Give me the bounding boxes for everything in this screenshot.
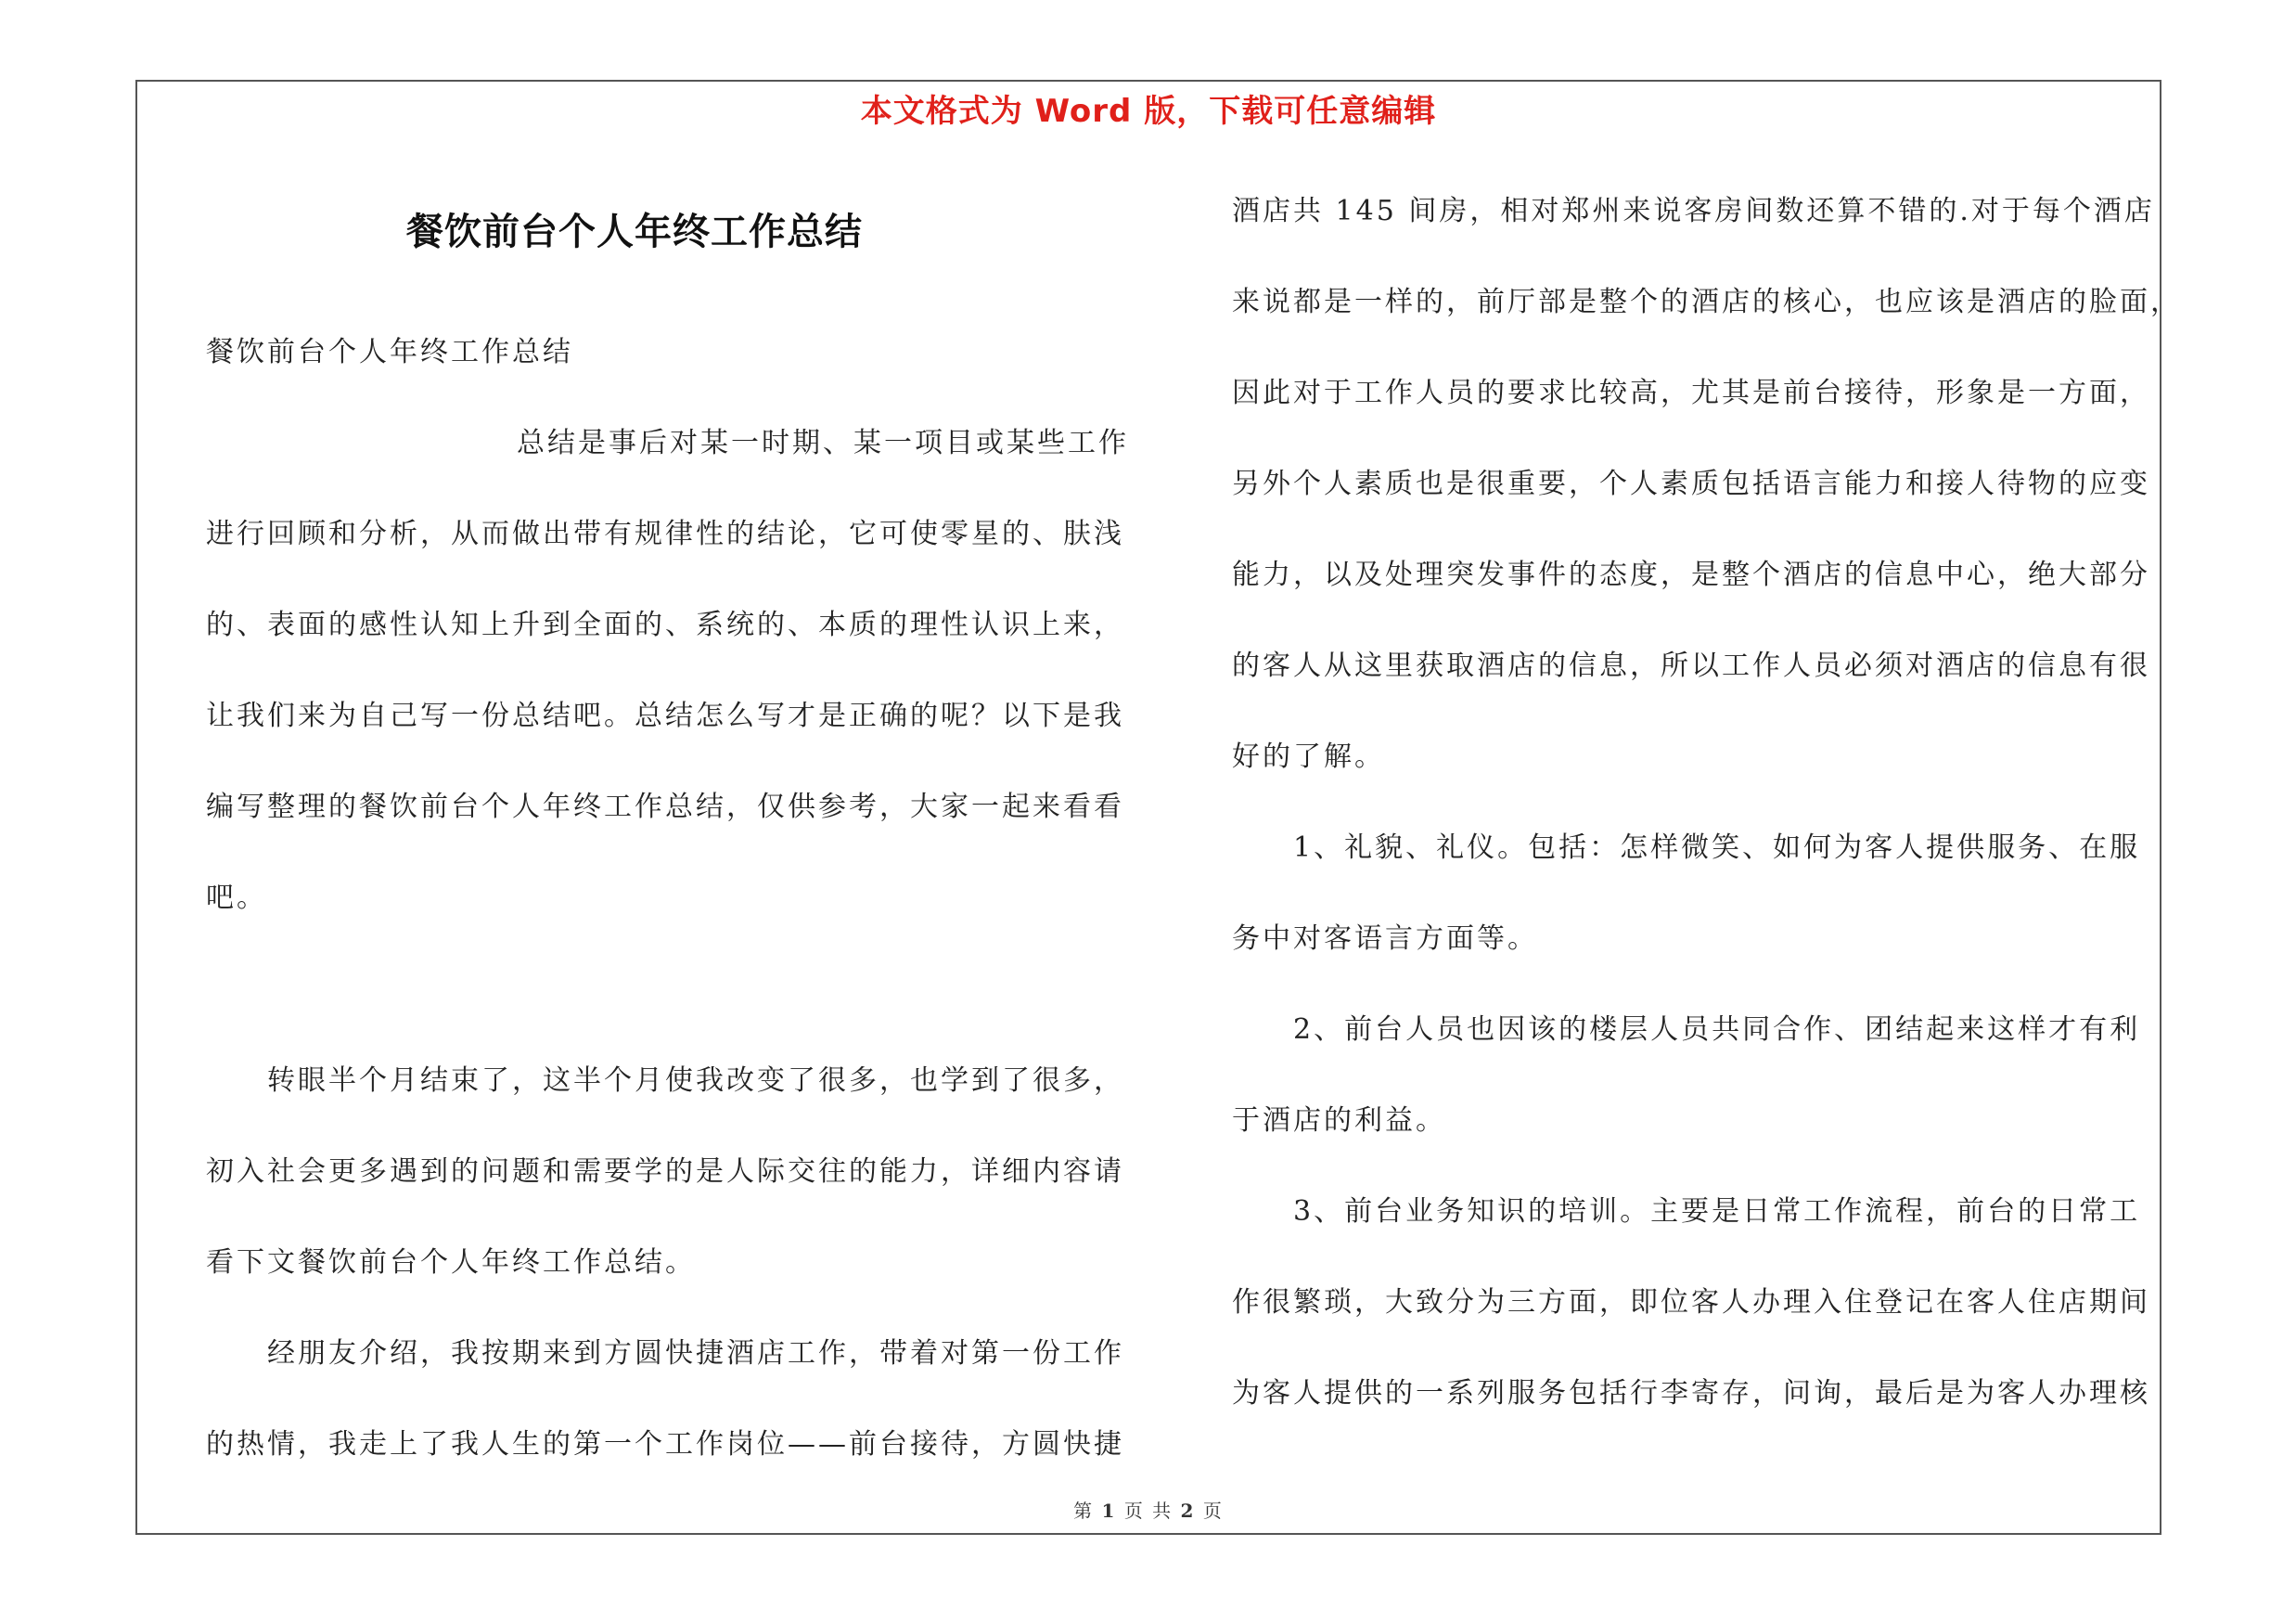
text-line: 务中对客语言方面等。: [1232, 922, 1538, 955]
text-line: 看下文餐饮前台个人年终工作总结。: [206, 1246, 696, 1279]
text-line: 为客人提供的一系列服务包括行李寄存，问询，最后是为客人办理核: [1232, 1377, 2150, 1410]
current-page-number: 1: [1101, 1500, 1117, 1522]
text-line: 于酒店的利益。: [1232, 1104, 1446, 1137]
document-title: 餐饮前台个人年终工作总结: [406, 211, 863, 253]
text-line: 的、表面的感性认知上升到全面的、系统的、本质的理性认识上来，: [206, 609, 1124, 641]
text-line: 3、前台业务知识的培训。主要是日常工作流程，前台的日常工: [1293, 1195, 2141, 1228]
text-line: 来说都是一样的，前厅部是整个的酒店的核心，也应该是酒店的脸面，: [1232, 286, 2181, 318]
text-line: 作很繁琐，大致分为三方面，即位客人办理入住登记在客人住店期间: [1232, 1286, 2150, 1319]
text-line: 总结是事后对某一时期、某一项目或某些工作: [517, 427, 1129, 459]
text-line: 1、礼貌、礼仪。包括：怎样微笑、如何为客人提供服务、在服: [1293, 831, 2141, 864]
text-line: 让我们来为自己写一份总结吧。总结怎么写才是正确的呢？以下是我: [206, 700, 1124, 732]
text-line: 编写整理的餐饮前台个人年终工作总结，仅供参考，大家一起来看看: [206, 791, 1124, 823]
footer-middle: 页 共: [1123, 1500, 1174, 1522]
text-line: 餐饮前台个人年终工作总结: [206, 336, 573, 368]
page-number-footer: [135, 1496, 2161, 1523]
format-banner: 本文格式为 Word 版，下载可任意编辑: [860, 93, 1437, 130]
text-line: 2、前台人员也因该的楼层人员共同合作、团结起来这样才有利: [1293, 1013, 2141, 1046]
text-line: 好的了解。: [1232, 741, 1385, 773]
text-line: 能力，以及处理突发事件的态度，是整个酒店的信息中心，绝大部分: [1232, 559, 2150, 591]
text-line: 因此对于工作人员的要求比较高，尤其是前台接待，形象是一方面，: [1232, 377, 2150, 409]
footer-prefix: 第: [1073, 1500, 1095, 1522]
text-line: 经朋友介绍，我按期来到方圆快捷酒店工作，带着对第一份工作: [267, 1337, 1124, 1370]
text-line: 的热情，我走上了我人生的第一个工作岗位——前台接待，方圆快捷: [206, 1428, 1124, 1461]
footer-suffix: 页: [1202, 1500, 1224, 1522]
text-line: 进行回顾和分析，从而做出带有规律性的结论，它可使零星的、肤浅: [206, 518, 1124, 550]
text-line: 初入社会更多遇到的问题和需要学的是人际交往的能力，详细内容请: [206, 1155, 1124, 1188]
text-line: 酒店共 145 间房，相对郑州来说客房间数还算不错的.对于每个酒店: [1232, 195, 2155, 227]
text-line: 转眼半个月结束了，这半个月使我改变了很多，也学到了很多，: [267, 1064, 1124, 1097]
total-page-number: 2: [1180, 1500, 1196, 1522]
text-line: 另外个人素质也是很重要，个人素质包括语言能力和接人待物的应变: [1232, 468, 2150, 500]
text-line: 的客人从这里获取酒店的信息，所以工作人员必须对酒店的信息有很: [1232, 650, 2150, 682]
text-line: 吧。: [206, 882, 267, 914]
